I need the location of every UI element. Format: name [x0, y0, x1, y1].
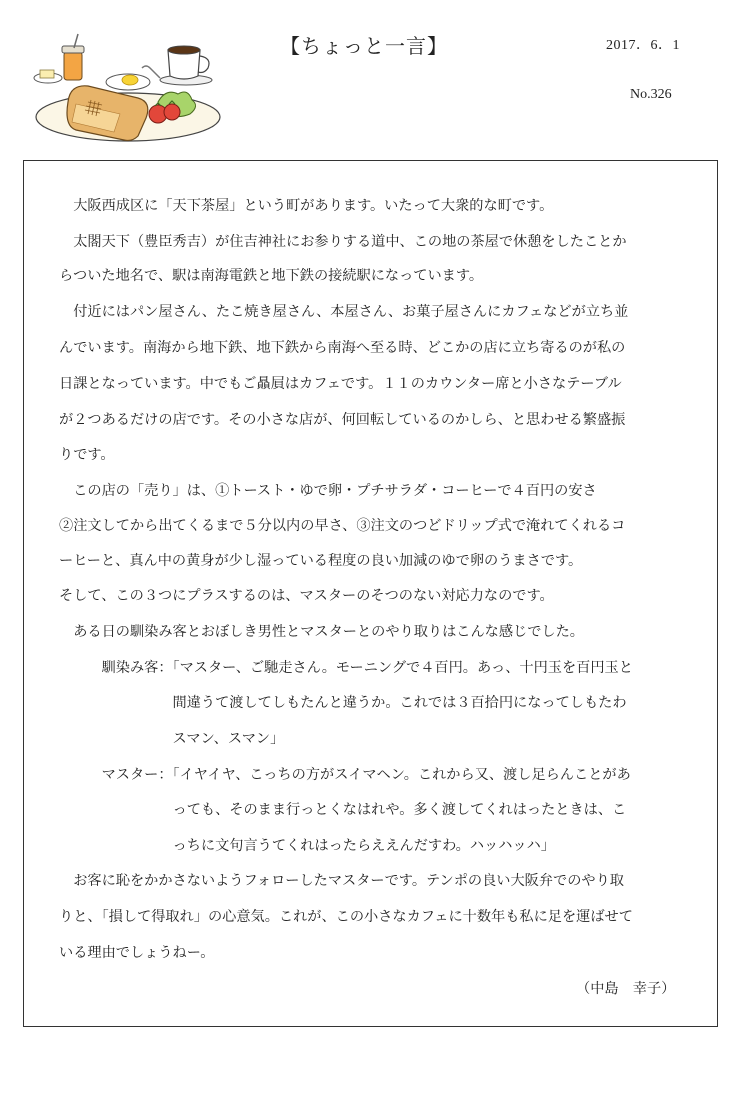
article-line: そして、この３つにプラスするのは、マスターのそつのない対応力なのです。 — [59, 588, 554, 604]
author-signature: （中島 幸子） — [576, 981, 676, 997]
page-title: 【ちょっと一言】 — [280, 34, 448, 58]
article-line: んでいます。南海から地下鉄、地下鉄から南海へ至る時、どこかの店に立ち寄るのが私の — [59, 340, 626, 356]
dialogue-line: っちに文句言うてくれはったらええんだすわ。ハッハッハ」 — [59, 838, 555, 854]
dialogue-line: 馴染み客：「マスター、ご馳走さん。モーニングで４百円。あっ、十円玉を百円玉と — [59, 660, 633, 676]
issue-date: 2017．6．1 — [606, 38, 680, 53]
issue-number: No.326 — [630, 87, 672, 102]
article-frame — [23, 160, 718, 1027]
article-line: ある日の馴染み客とおぼしき男性とマスターとのやり取りはこんな感じでした。 — [59, 624, 584, 640]
article-line: ーヒーと、真ん中の黄身が少し湿っている程度の良い加減のゆで卵のうまさです。 — [59, 553, 583, 569]
article-line: ②注文してから出てくるまで５分以内の早さ、③注文のつどドリップ式で淹れてくれるコ — [59, 518, 626, 534]
article-line: いる理由でしょうねー。 — [59, 945, 215, 961]
article-line: 日課となっています。中でもご贔屓はカフェです。１１のカウンター席と小さなテーブル — [59, 376, 622, 392]
dialogue-line: スマン、スマン」 — [59, 731, 285, 747]
article-line: お客に恥をかかさないようフォローしたマスターです。テンポの良い大阪弁でのやり取 — [59, 873, 624, 889]
article-line: が２つあるだけの店です。その小さな店が、何回転しているのかしら、と思わせる繁盛振 — [59, 412, 626, 428]
article-line: らついた地名で、駅は南海電鉄と地下鉄の接続駅になっています。 — [59, 268, 484, 284]
dialogue-line: マスター：「イヤイヤ、こっちの方がスイマヘン。これから又、渡し足らんことがあ — [59, 767, 631, 783]
dialogue-line: っても、そのまま行っとくなはれや。多く渡してくれはったときは、こ — [59, 802, 627, 818]
dialogue-line: 間違うて渡してしもたんと違うか。これでは３百拾円になってしもたわ — [59, 695, 627, 711]
article-line: りです。 — [59, 447, 115, 463]
article-line: 付近にはパン屋さん、たこ焼き屋さん、本屋さん、お菓子屋さんにカフェなどが立ち並 — [59, 304, 629, 320]
article-line: りと、「損して得取れ」の心意気。これが、この小さなカフェに十数年も私に足を運ばせて — [59, 909, 633, 925]
breakfast-illustration — [28, 32, 223, 144]
article-line: この店の「売り」は、①トースト・ゆで卵・プチサラダ・コーヒーで４百円の安さ — [59, 483, 597, 499]
article-line: 太閤天下（豊臣秀吉）が住吉神社にお参りする道中、この地の茶屋で休憩をしたことか — [59, 234, 627, 250]
article-line: 大阪西成区に「天下茶屋」という町があります。いたって大衆的な町です。 — [59, 198, 554, 214]
